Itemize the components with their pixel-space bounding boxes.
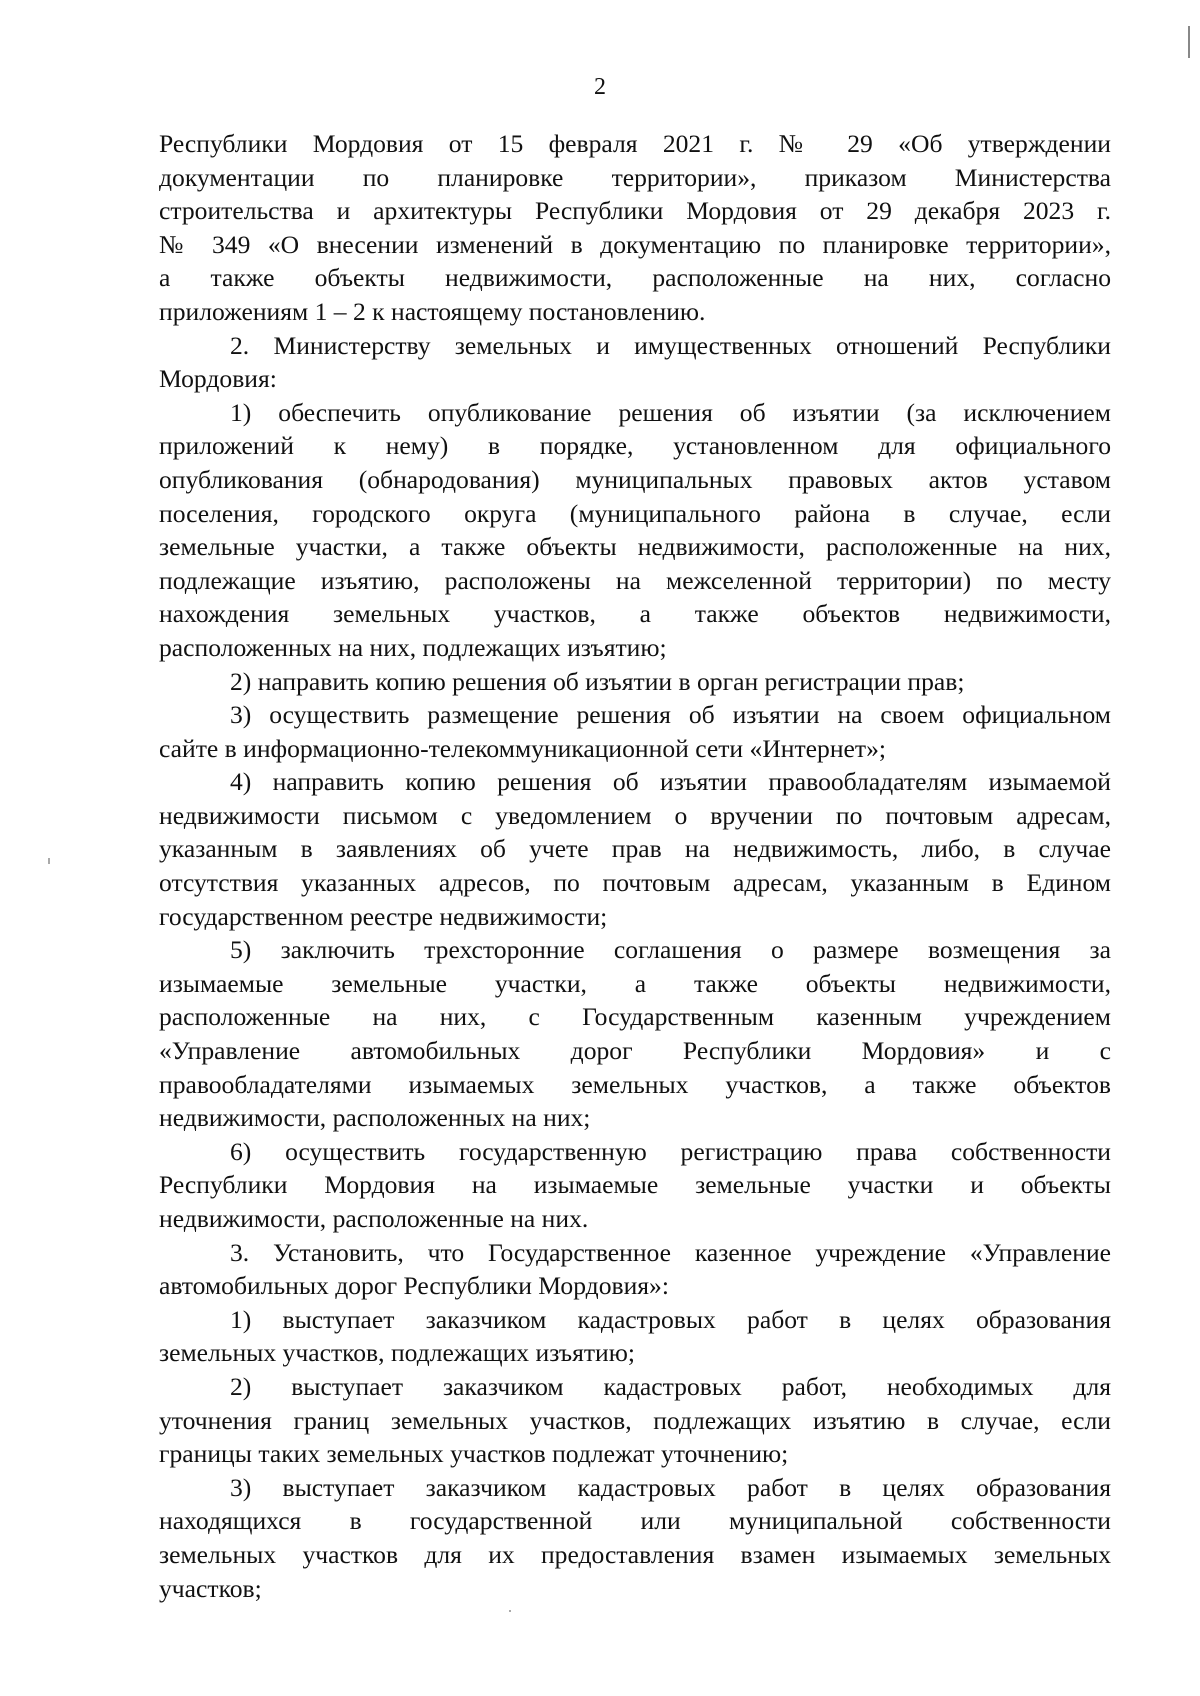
text-line: документации по планировке территории», приказом Министерства (159, 162, 1111, 192)
list-item-start-line: 2) направить копию решения об изъятии в орган регистрации прав; (230, 666, 965, 696)
text-line: указанным в заявлениях об учете прав на недвижимость, либо, в случае (159, 834, 1111, 864)
text-line: приложениям 1 – 2 к настоящему постановлению. (159, 296, 706, 326)
text-line: а также объекты недвижимости, расположенные на них, согласно (159, 263, 1111, 293)
text-line: нахождения земельных участков, а также объектов недвижимости, (159, 599, 1111, 629)
paragraph-start-line: 3. Установить, что Государственное казенное учреждение «Управление (230, 1237, 1111, 1267)
text-line: правообладателями изымаемых земельных участков, а также объектов (159, 1069, 1111, 1099)
list-item-start-line: 1) выступает заказчиком кадастровых работ в целях образования (230, 1304, 1111, 1334)
text-line: недвижимости, расположенные на них. (159, 1204, 589, 1233)
text-line: «Управление автомобильных дорог Республики Мордовия» и с (159, 1036, 1111, 1066)
text-line: отсутствия указанных адресов, по почтовым адресам, указанным в Едином (159, 868, 1111, 898)
paragraph-start-line: 2. Министерству земельных и имущественных отношений Республики (230, 330, 1111, 360)
text-line: государственном реестре недвижимости; (159, 901, 608, 931)
text-line: земельные участки, а также объекты недвижимости, расположенные на них, (159, 532, 1111, 562)
text-line: Республики Мордовия от 15 февраля 2021 г. № 29 «Об утверждении (159, 129, 1111, 158)
list-item-start-line: 2) выступает заказчиком кадастровых работ, необходимых для (230, 1371, 1111, 1401)
list-item-start-line: 4) направить копию решения об изъятии правообладателям изымаемой (230, 767, 1111, 797)
document-body (159, 127, 1111, 1605)
list-item-start-line: 3) выступает заказчиком кадастровых работ в целях образования (230, 1472, 1111, 1502)
text-line: строительства и архитектуры Республики Мордовия от 29 декабря 2023 г. (159, 196, 1111, 226)
text-line: Мордовия: (159, 364, 277, 394)
text-line: сайте в информационно-телекоммуникационной сети «Интернет»; (159, 733, 886, 763)
list-item-start-line: 5) заключить трехсторонние соглашения о размере возмещения за (230, 935, 1111, 965)
text-line: подлежащие изъятию, расположены на межселенной территории) по месту (159, 565, 1111, 595)
scan-edge-mark (1188, 26, 1190, 58)
text-line: автомобильных дорог Республики Мордовия»: (159, 1271, 669, 1301)
text-line: недвижимости письмом с уведомлением о вручении по почтовым адресам, (159, 800, 1111, 830)
text-line: участков; (159, 1573, 262, 1603)
page-number: 2 (594, 74, 606, 100)
text-line: поселения, городского округа (муниципального района в случае, если (159, 498, 1111, 528)
text-line: находящихся в государственной или муниципальной собственности (159, 1506, 1111, 1536)
list-item-start-line: 3) осуществить размещение решения об изъятии на своем официальном (230, 700, 1111, 730)
text-line: расположенные на них, с Государственным казенным учреждением (159, 1002, 1111, 1032)
text-line: № 349 «О внесении изменений в документацию по планировке территории», (159, 229, 1111, 259)
text-line: уточнения границ земельных участков, подлежащих изъятию в случае, если (159, 1405, 1111, 1435)
text-line: границы таких земельных участков подлежат уточнению; (159, 1439, 789, 1469)
text-line: земельных участков, подлежащих изъятию; (159, 1338, 635, 1368)
text-line: опубликования (обнародования) муниципальных правовых актов уставом (159, 464, 1111, 494)
text-line: земельных участков для их предоставления взамен изымаемых земельных (159, 1539, 1111, 1569)
list-item-start-line: 1) обеспечить опубликование решения об изъятии (за исключением (230, 397, 1111, 427)
text-line: приложений к нему) в порядке, установленном для официального (159, 431, 1111, 461)
text-line: недвижимости, расположенных на них; (159, 1103, 591, 1133)
list-item-start-line: 6) осуществить государственную регистрацию права собственности (230, 1136, 1111, 1166)
text-line: изымаемые земельные участки, а также объекты недвижимости, (159, 968, 1111, 998)
text-line: Республики Мордовия на изымаемые земельные участки и объекты (159, 1170, 1111, 1200)
scan-dust-mark (509, 1610, 511, 1612)
text-line: расположенных на них, подлежащих изъятию; (159, 632, 667, 662)
scan-dust-mark (48, 858, 50, 864)
